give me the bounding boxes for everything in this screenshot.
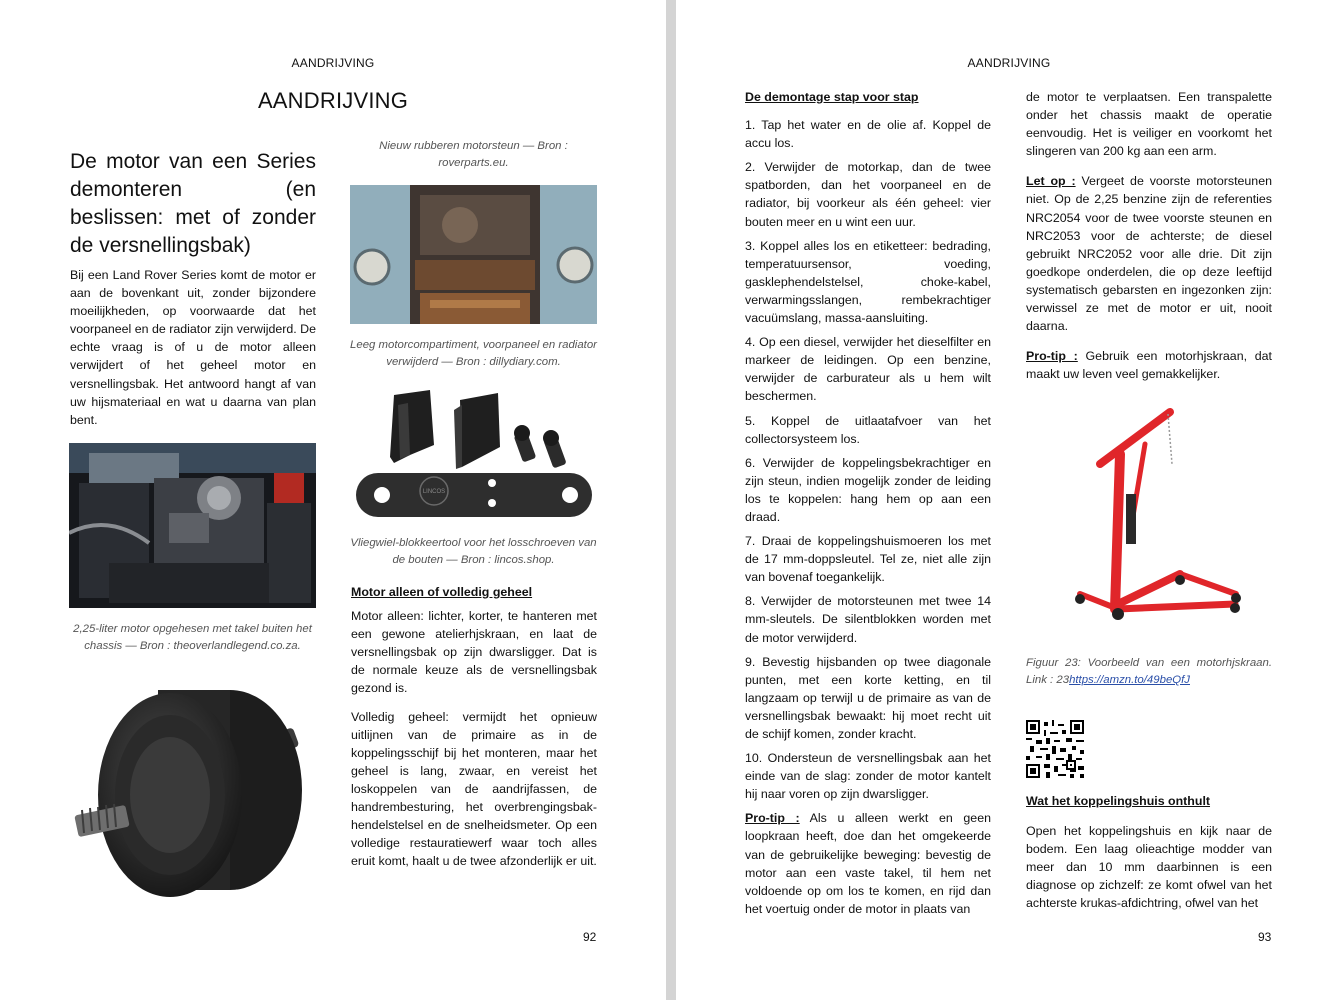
paragraph-koppelingshuis: Open het koppelingshuis en kijk naar de bodem. Een laag olieachtige modder van meer dan 10 mm daarbinnen is een diagnose op zichzelf: ze komt ofwel van het achterste krukas-afdichtring, ofwel van het: [1026, 824, 1272, 911]
protip-text: Als u alleen werkt en geen loopkraan heeft, doe dan het omgekeerde van de gebruikelijke beweging: bevestig de motor aan een vaste takel, til hem net voldoende op om los te komen, en rijd dan het voertuig onder de motor in plaats van: [745, 811, 991, 916]
step-item: 6. Verwijder de koppelingsbekrachtiger en zijn steun, indien mogelijk zonder de leiding los te koppelen: hang hem op aan een draad.: [745, 455, 991, 524]
section-title-motor: Motor alleen of volledig geheel: [351, 585, 533, 599]
paragraph-motor-alleen: Motor alleen: lichter, korter, te hanteren met een gewone atelierhjskraan, en laat de versnellingsbak op zijn dwarsligger. Dat is de normale keuze als de versnellingsbak gezond is.: [351, 609, 597, 696]
letop-label: Let op :: [1026, 174, 1076, 189]
step-item: 2. Verwijder de motorkap, dan de twee spatborden, dan het voorpaneel en de radiator, bij voorkeur als één geheel: vier bouten meer en u wint een uur.: [745, 160, 991, 229]
step-item: 4. Op een diesel, verwijder het dieselfilter en markeer de leidingen. Op een benzine, verwijder de carburateur als u hem wilt beschermen.: [745, 335, 991, 404]
intro-paragraph: Bij een Land Rover Series komt de motor er aan de bovenkant uit, zonder bijzondere moeilijkheden, op voorwaarde dat het voorpaneel en de radiator zijn verwijderd. De echte vraag is of u de motor alleen verwijdert of het geheel motor en versnellingsbak. Het antwoord hangt af van uw hijsmateriaal en wat u daarna van plan bent.: [70, 268, 316, 427]
left-page: [0, 0, 666, 1000]
step-item: 10. Ondersteun de versnellingsbak aan het einde van de slag: zonder de motor kantelt hij naar voren op zijn dwarsligger.: [745, 751, 991, 802]
running-head: AANDRIJVING: [291, 56, 375, 70]
rubber-mount-photo: [70, 670, 316, 918]
figure-caption: Figuur 23: Voorbeeld van een motorhjskraan. Link : 23: [1026, 657, 1272, 686]
engine-hoist-photo: [69, 443, 316, 608]
section-title-koppelingshuis: Wat het koppelingshuis onthult: [1026, 794, 1211, 808]
article-title: De motor van een Series demonteren (en beslissen: met of zonder de versnellingsbak): [70, 150, 316, 257]
mount-caption-wrap: [350, 138, 597, 172]
step-item: 7. Draai de koppelingshuismoeren los met de 17 mm-doppsleutel. Tel ze, niet alle zijn van bovenaf toegankelijk.: [745, 534, 991, 585]
right-column: [1026, 88, 1272, 389]
lincos-logo: LINCOS: [422, 489, 446, 495]
protip-label: Pro-tip :: [745, 811, 800, 826]
engine-caption: 2,25-liter motor opgehesen met takel buiten het chassis — Bron : theoverlandlegend.co.za.: [73, 623, 312, 652]
running-head: AANDRIJVING: [967, 56, 1051, 70]
protip2-label: Pro-tip :: [1026, 349, 1078, 364]
bay-caption-wrap: [350, 337, 597, 371]
right-column-bottom: [1026, 792, 1272, 919]
page-number: 92: [583, 930, 597, 944]
figure-caption-wrap: [1026, 655, 1272, 689]
step-item: 9. Bevestig hijsbanden op twee diagonale punten, met een korte ketting, en til langzaam op terwijl u de primaire as van de versnellingsbak bewaakt: hij moet recht uit de schijf komen, zonder kracht.: [745, 654, 991, 741]
engine-bay-photo: [350, 185, 597, 324]
left-right-column-text: [351, 583, 597, 876]
protip2-text: Gebruik een motorhjskraan, dat maakt uw leven veel gemakkelijker.: [1026, 349, 1272, 382]
engine-caption-wrap: [69, 621, 316, 655]
qr-code[interactable]: [1026, 720, 1084, 778]
step-item: 3. Koppel alles los en etiketteer: bedrading, temperatuursensor, voeding, gasklephendelstelsel, choke-kabel, verwarmingsslangen, rembekrachtiger vacuümslang, massa-aansluiting.: [745, 238, 991, 326]
engine-crane-photo: [1060, 404, 1244, 634]
protip-paragraph: [745, 809, 991, 918]
flywheel-tool-photo: [350, 385, 597, 522]
amazon-link[interactable]: https://amzn.to/49beQfJ: [1069, 674, 1190, 686]
letop-text: Vergeet de voorste motorsteunen niet. Op de 2,25 benzine zijn de referenties NRC2054 voor de twee voorste steunen en NRC2053 voor de achterste; de diesel gebruikt NRC2052 voor alle drie. Dit zijn goedkope onderdelen, die op deze leeftijd systematisch gebarsten en ingezonken zijn: verwissel ze met de motor er uit, nooit daarna.: [1026, 174, 1272, 334]
page-number: 93: [1258, 930, 1272, 944]
step-item: 5. Koppel de uitlaatafvoer van het collectorsysteem los.: [745, 413, 991, 446]
tool-caption: Vliegwiel-blokkeertool voor het losschroeven van de bouten — Bron : lincos.shop.: [350, 537, 597, 566]
mount-caption: Nieuw rubberen motorsteun — Bron : roverparts.eu.: [379, 140, 568, 169]
section-title-demontage: De demontage stap voor stap: [745, 90, 919, 104]
continued-paragraph: de motor te verplaatsen. Een transpalette onder het chassis maakt de operatie eenvoudig. Het is veiliger en voorkomt het slingeren van 200 kg aan een arm.: [1026, 90, 1272, 159]
chapter-title: AANDRIJVING: [257, 88, 409, 113]
right-page: [676, 0, 1342, 1000]
left-column-text: [70, 148, 316, 435]
steps-column: [745, 88, 991, 924]
step-item: 1. Tap het water en de olie af. Koppel de accu los.: [745, 118, 991, 151]
paragraph-volledig-geheel: Volledig geheel: vermijdt het opnieuw uitlijnen van de primaire as in de koppelingsschijf bij het monteren, maar het geheel is lang, zwaar, en vereist het loskoppelen van de aandrijfassen, de handrembesturing, het overbrengingsbak-hendelstelsel en de snelheidsmeter. Op een volledige restauratiewerf waar toch alles eruit komt, haalt u de twee afzonderlijk er uit.: [351, 709, 597, 869]
tool-caption-wrap: [350, 535, 597, 569]
bay-caption: Leeg motorcompartiment, voorpaneel en radiator verwijderd — Bron : dillydiary.com.: [350, 339, 597, 368]
step-item: 8. Verwijder de motorsteunen met twee 14 mm-sleutels. De silentblokken worden met de motor verwijderd.: [745, 594, 991, 645]
